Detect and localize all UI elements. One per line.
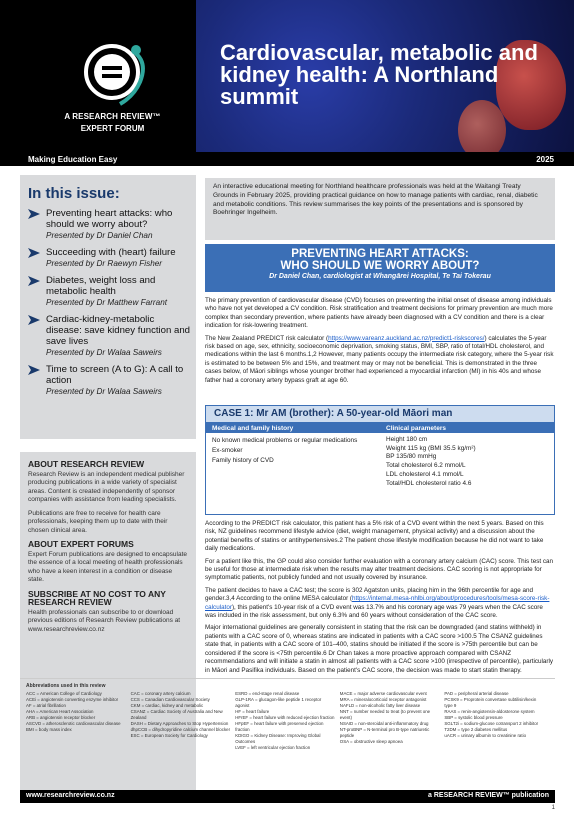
issue-item-presenter: Presented by Dr Walaa Saweirs <box>46 387 162 396</box>
predict-link[interactable]: https://www.vareanz.auckland.ac.nz/predict1-riskscores/ <box>328 334 485 342</box>
footer-publisher: a RESEARCH REVIEW™ publication <box>428 792 549 799</box>
case-box <box>205 405 555 515</box>
abbr-item: GLP-1RA = glucagon-like peptide 1 receptor agonist <box>235 697 322 708</box>
case-row: Height 180 cm <box>386 436 428 443</box>
abbr-item: PCSK9 = Proprotein convertase subtilisin/kexin type 9 <box>444 697 537 708</box>
logo-line2: EXPERT FORUM <box>80 124 145 133</box>
abbr-item: dhpCCB = dihydropyridine calcium channel blocker <box>130 727 231 732</box>
tagline: Making Education Easy <box>28 155 118 164</box>
issue-item-presenter: Presented by Dr Daniel Chan <box>46 231 153 240</box>
case-col-header: Medical and family history <box>206 422 380 433</box>
header-banner <box>0 0 574 152</box>
case-col-history <box>206 422 380 514</box>
paragraph: The primary prevention of cardiovascular disease (CVD) focuses on preventing the initial onset of disease among individuals who have not yet developed a CV condition. Risk stratification and treatment decisions for primary prevention are much more complex than secondary prevention, where patients have already been diagnosed with a CV condition and there is a clear indication for risk-lowering treatment. <box>205 297 553 330</box>
paragraph <box>205 335 555 385</box>
footer-bar <box>20 790 555 803</box>
about-rr-text2: Publications are free to receive for health care professionals, keeping them up to date with their chosen clinical area. <box>28 509 168 534</box>
abbr-item: OSA = obstructive sleep apnoea <box>339 739 403 744</box>
edition-year: 2025 <box>536 155 554 164</box>
case-row: LDL cholesterol 4.1 mmol/L <box>386 470 464 478</box>
abbreviations-box <box>20 678 555 790</box>
abbr-col <box>26 691 131 751</box>
issue-item[interactable] <box>28 247 190 269</box>
section-title-line2: WHO SHOULD WE WORRY ABOUT? <box>280 260 480 272</box>
abbr-col <box>340 691 445 751</box>
abbr-item: KDIGO = Kidney Disease: Improving Global Outcomes <box>235 733 321 744</box>
abbr-item: CKM = cardiac, kidney and metabolic <box>130 703 204 708</box>
page-title: Cardiovascular, metabolic and kidney health: A Northland summit <box>220 40 538 109</box>
arrow-right-icon <box>28 276 40 286</box>
research-review-logo <box>40 20 185 152</box>
arrow-right-icon <box>28 248 40 258</box>
abbr-item: CAC = coronary artery calcium <box>130 691 191 696</box>
about-ef-text: Expert Forum publications are designed to encapsulate the essence of a local meeting of health professionals who have a keen interest in a condition or disease state. <box>28 550 187 583</box>
abbr-item: AHA = American Heart Association <box>26 709 94 714</box>
abbr-col <box>131 691 236 751</box>
section-byline: Dr Daniel Chan, cardiologist at Whangārei Hospital, Te Tai Tokerau <box>269 273 491 280</box>
issue-item[interactable] <box>28 364 190 397</box>
abbr-item: HFpEF = heart failure with preserved ejection fraction <box>235 721 324 732</box>
body-text-1 <box>205 297 555 389</box>
body-text-2 <box>205 520 555 679</box>
case-row: Total cholesterol 6.2 mmol/L <box>386 462 466 470</box>
intro-box: An interactive educational meeting for Northland healthcare professionals was held at the Waitangi Treaty Grounds in February 2025, providing practical guidance on how to manage patients with cardiac, renal, diabetic and metabolic conditions. This review summarises the key points of the presentations and is sponsored by Boehringer Ingelheim. <box>205 178 555 240</box>
abbr-item: CSANZ = Cardiac Society of Australia and New Zealand <box>130 709 223 720</box>
abbr-item: ACEi = angiotensin converting enzyme inhibitor <box>26 697 119 702</box>
about-rr-text: Research Review is an independent medical publisher producing publications in a wide variety of specialist areas. Content is created independently of sponsor companies with assistance from leading specialists. <box>28 470 185 503</box>
paragraph: For a patient like this, the GP could also consider further evaluation with a coronary artery calcium (CAC) score. This test can be useful for those at intermediate risk when the results may alter treatment decisions. CAC scoring is not appropriate for symptomatic patients, not publicly funded and not usually covered by insurance. <box>205 557 553 582</box>
abbr-item: ARB = angiotensin receptor blocker <box>26 715 96 720</box>
case-row: Ex-smoker <box>212 446 243 454</box>
section-heading <box>205 244 555 292</box>
case-row: Total/HDL cholesterol ratio 4.6 <box>386 479 472 487</box>
text-span: The patient decides to have a CAC test; the score is 302 Agatston units, placing him in the 96th percentile for age and gender.3,4 According to the online MESA calculator ( <box>205 586 533 603</box>
issue-item[interactable] <box>28 275 190 308</box>
abbr-item: HF = heart failure <box>235 709 270 714</box>
abbr-col <box>235 691 340 751</box>
text-span: The New Zealand PREDICT risk calculator ( <box>205 334 329 342</box>
abbr-item: NSAID = non-steroidal anti-inflammatory drug <box>339 721 429 726</box>
abbr-item: BMI = body mass index <box>26 727 72 732</box>
edition-bar <box>0 152 574 166</box>
arrow-right-icon <box>28 315 40 325</box>
abbr-item: T2DM = type 2 diabetes mellitus <box>444 727 508 732</box>
issue-item[interactable] <box>28 314 190 358</box>
abbr-item: SBP = systolic blood pressure <box>444 715 503 720</box>
arrow-right-icon <box>28 209 40 219</box>
issue-item-presenter: Presented by Dr Walaa Saweirs <box>46 348 162 357</box>
issue-heading: In this issue: <box>28 185 120 202</box>
about-ef-heading: ABOUT EXPERT FORUMS <box>28 539 134 549</box>
issue-item-presenter: Presented by Dr Raewyn Fisher <box>46 259 163 268</box>
case-col-clinical <box>380 422 554 514</box>
abbr-item: RAAS = renin-angiotensin-aldosterone system <box>444 709 535 714</box>
case-row: Weight 115 kg (BMI 35.5 kg/m²) <box>386 444 476 452</box>
in-this-issue-panel <box>20 175 196 439</box>
mesa-link[interactable]: https://internal.mesa-nhlbi.org/about/procedures/tools/mesa-score-risk-calculator <box>205 595 550 611</box>
arrow-right-icon <box>28 365 40 375</box>
issue-item-title: Preventing heart attacks: who should we worry about? <box>46 208 173 230</box>
issue-item[interactable] <box>28 208 190 241</box>
issue-item-title: Time to screen (A to G): A call to action <box>46 364 184 386</box>
issue-item-title: Cardiac-kidney-metabolic disease: save kidney function and save lives <box>46 314 190 347</box>
abbr-item: PAD = peripheral arterial disease <box>444 691 509 696</box>
abbr-item: MRA = mineralocorticoid receptor antagonist <box>339 697 427 702</box>
issue-item-title: Diabetes, weight loss and metabolic health <box>46 275 156 297</box>
issue-item-presenter: Presented by Dr Matthew Farrant <box>46 298 168 307</box>
subscribe-text: Health professionals can subscribe to or download previous editions of Research Review publications at www.researchreview.co.nz <box>28 608 181 633</box>
abbr-col <box>444 691 549 751</box>
text-span: ) calculates the 5-year risk based on age, sex, ethnicity, socioeconomic deprivation, smoking status, BMI, SBP, ratio of total/HDL cholesterol, and medications within the last 6 months.1,2 However, many patients occupy the intermediate risk category, where the 5-year risk is estimated to be between 5% and 15%, and treatment may or may not be beneficial. This is demonstrated in the three cases below, of Māori siblings whose younger brother had experienced a myocardial infarction (MI) in his 40s and whose father had a coronary artery bypass graft at age 60. <box>205 334 554 384</box>
case-title: CASE 1: Mr AM (brother): A 50-year-old Māori man <box>206 406 554 422</box>
paragraph <box>205 587 555 621</box>
subscribe-heading: SUBSCRIBE AT NO COST TO ANY RESEARCH REVIEW <box>28 588 166 607</box>
case-row: Family history of CVD <box>212 456 274 464</box>
abbr-item: NT-proBNP = N-terminal pro B-type natriuretic peptide <box>339 727 430 738</box>
abbr-item: ESC = European Society for Cardiology <box>130 733 208 738</box>
abbr-item: AF = atrial fibrillation <box>26 703 66 708</box>
abbr-item: HFrEF = heart failure with reduced ejection fraction <box>235 715 335 720</box>
abbr-item: ACC = American College of Cardiology <box>26 691 102 696</box>
abbr-item: LVEF = left ventricular ejection fraction <box>235 745 311 750</box>
text-span: ), this patient's 10-year risk of a CVD event was 13.7% and his coronary age was 79 years when the CAC score was included in the risk assessment, but only 6.3% and 60 years without consideration of the CAC score. <box>205 603 543 620</box>
page-number: 1 <box>551 805 555 811</box>
abbreviations-title: Abbreviations used in this review <box>26 683 106 689</box>
paragraph: According to the PREDICT risk calculator, this patient has a 5% risk of a CVD event within the next 5 years. Based on this risk, NZ guidelines recommend lifestyle advice (diet, weight management, physical activity) and a discussion about the potential benefits of statins or antihypertensives.2 The patient chose lifestyle modification because he did not want to take daily medications. <box>205 520 544 553</box>
logo-line1: A RESEARCH REVIEW™ <box>64 112 161 121</box>
footer-url-link[interactable]: www.researchreview.co.nz <box>26 792 115 799</box>
case-row: BP 135/80 mmHg <box>386 453 437 461</box>
about-rr-heading: ABOUT RESEARCH REVIEW <box>28 459 145 469</box>
abbr-item: ASCVD = atherosclerotic cardiovascular disease <box>26 721 121 726</box>
abbr-item: DASH = Dietary Approaches to Stop Hypertension <box>130 721 229 726</box>
abbr-item: NNT = number needed to treat (to prevent one event) <box>339 709 431 720</box>
case-row: No known medical problems or regular medications <box>212 437 358 444</box>
stethoscope-logo-icon <box>72 32 152 112</box>
case-col-header: Clinical parameters <box>380 422 554 433</box>
issue-item-title: Succeeding with (heart) failure <box>46 247 176 258</box>
abbr-item: SGLT2i = sodium-glucose cotransport 2 inhibitor <box>444 721 539 726</box>
section-title-line1: PREVENTING HEART ATTACKS: <box>291 248 469 260</box>
abbr-item: NAFLD = non-alcoholic fatty liver disease <box>339 703 421 708</box>
abbr-item: MACE = major adverse cardiovascular event <box>339 691 427 696</box>
paragraph: Major international guidelines are generally consistent in stating that the risk can be downgraded (and statins withheld) in patients with a CAC score of 0, whereas statins are indicated in patients with a CAC score >100.5 The CSANZ guidelines state that, in patients with a CAC score of 101–400, statins should be initiated if the score is >75th percentile but can be considered if the score is <75th percentile.6 Dr Chan takes a more proactive approach compared with CSANZ recommendations and will initiate a statin in almost all patients with a CAC score >100 (irrespective of percentile), particularly in Māori and Pasifika individuals. Based on the patient's CAC score, the decision was made to start statin therapy. <box>205 624 554 674</box>
abbr-item: uACR = urinary albumin to creatinine ratio <box>444 733 527 738</box>
abbr-item: CCS = Canadian Cardiovascular Society <box>130 697 210 702</box>
abbr-item: ESRD = end-stage renal disease <box>235 691 300 696</box>
